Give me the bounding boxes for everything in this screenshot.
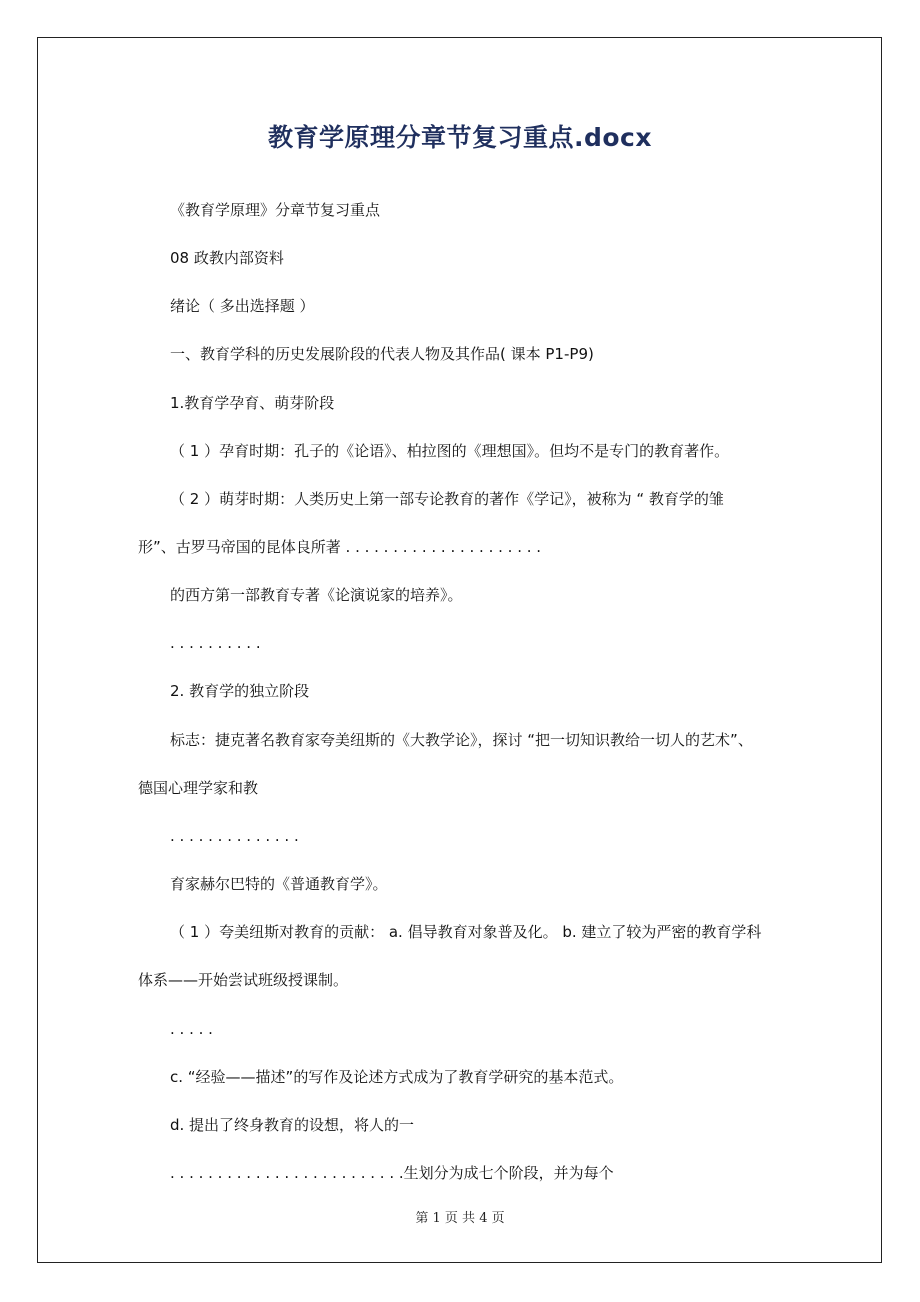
leader-dots: . . . . . xyxy=(170,1020,213,1038)
doc-line: （ 2 ）萌芽时期：人类历史上第一部专论教育的著作《学记》，被称为 “ 教育学的雏 xyxy=(170,490,724,508)
doc-line: c. “经验——描述”的写作及论述方式成为了教育学研究的基本范式。 xyxy=(170,1068,624,1086)
doc-line: （ 1 ）孕育时期：孔子的《论语》、柏拉图的《理想国》。但均不是专门的教育著作。 xyxy=(170,442,730,460)
document-title: 教育学原理分章节复习重点.docx xyxy=(267,123,652,152)
doc-line: 2. 教育学的独立阶段 xyxy=(170,682,310,700)
doc-heading-line: 《教育学原理》分章节复习重点 xyxy=(170,201,381,219)
section-subheading: 一、教育学科的历史发展阶段的代表人物及其作品( 课本 P1-P9) xyxy=(170,345,594,363)
section-heading: 绪论（ 多出选择题 ） xyxy=(170,297,315,315)
doc-line: 标志：捷克著名教育家夸美纽斯的《大教学论》，探讨 “把一切知识教给一切人的艺术”、 xyxy=(170,731,753,749)
doc-line: 形”、古罗马帝国的昆体良所著 . . . . . . . . . . . . . . . . . . . . . xyxy=(138,538,542,556)
page-number-footer: 第 1 页 共 4 页 xyxy=(415,1211,505,1226)
doc-line: 育家赫尔巴特的《普通教育学》。 xyxy=(170,875,388,893)
doc-line: d. 提出了终身教育的设想，将人的一 xyxy=(170,1116,415,1134)
doc-line: （ 1 ）夸美纽斯对教育的贡献： a. 倡导教育对象普及化。 b. 建立了较为严密的教育学科 xyxy=(170,923,762,941)
doc-line: 的西方第一部教育专著《论演说家的培养》。 xyxy=(170,586,463,604)
doc-line: 德国心理学家和教 xyxy=(138,779,259,797)
doc-line: . . . . . . . . . . . . . . . . . . . . . . . . .生划分为成七个阶段，并为每个 xyxy=(170,1164,614,1182)
leader-dots: . . . . . . . . . . . . . . xyxy=(170,827,299,845)
doc-line: 体系——开始尝试班级授课制。 xyxy=(138,971,349,989)
leader-dots: . . . . . . . . . . xyxy=(170,634,261,652)
doc-line: 08 政教内部资料 xyxy=(170,249,284,267)
doc-line: 1.教育学孕育、萌芽阶段 xyxy=(170,394,335,412)
